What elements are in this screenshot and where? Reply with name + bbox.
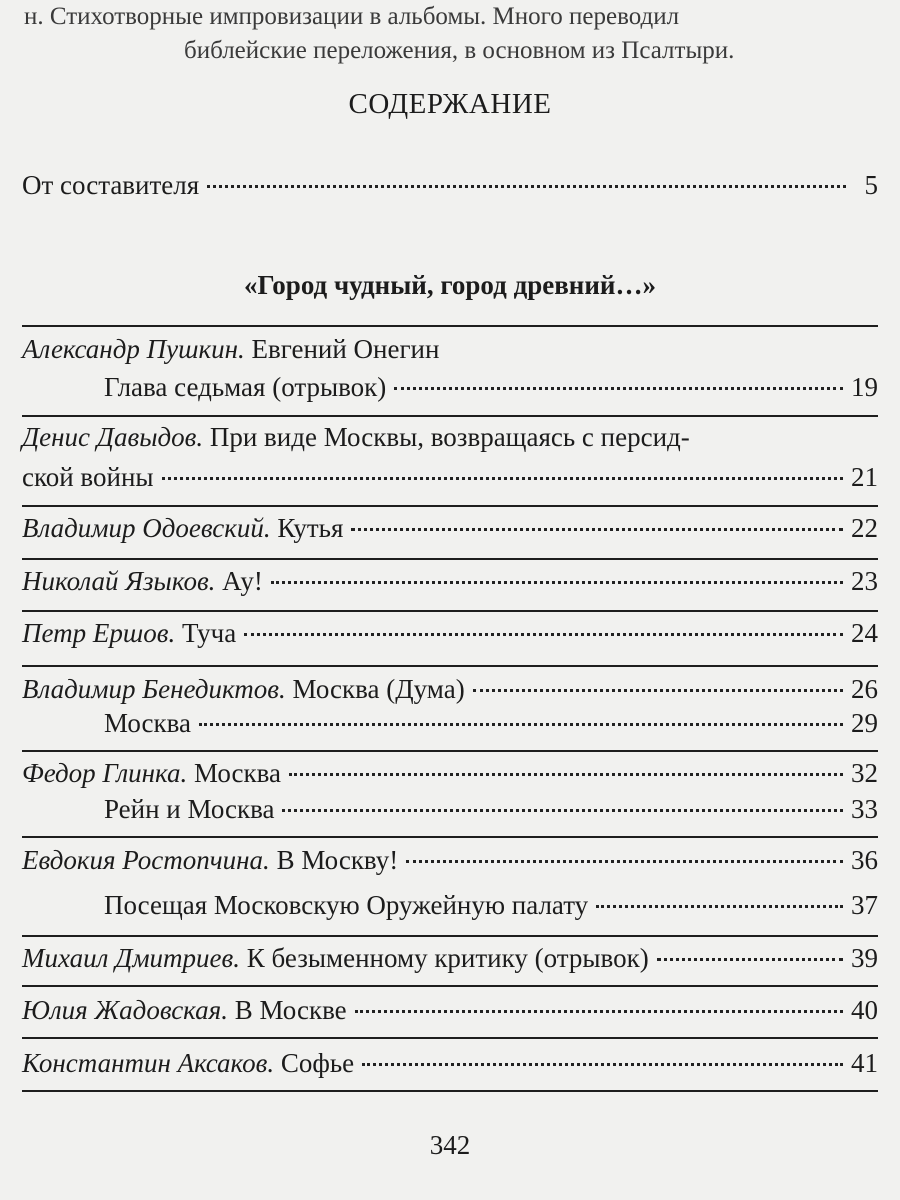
toc-entry[interactable] — [104, 708, 878, 746]
toc-page: 21 — [851, 462, 878, 492]
toc-author: Денис Давыдов. — [22, 422, 204, 452]
toc-work: Туча — [181, 618, 237, 648]
toc-work: Глава седьмая (отрывок) — [104, 372, 387, 402]
toc-page: 40 — [851, 995, 878, 1025]
toc-entry[interactable] — [22, 1048, 878, 1086]
toc-page: 19 — [851, 372, 878, 402]
toc-page: 24 — [851, 618, 878, 648]
toc-work: К безыменному критику (отрывок) — [246, 943, 649, 973]
toc-page: 23 — [851, 566, 878, 596]
leader-dots — [199, 723, 843, 726]
toc-work: В Москву! — [276, 845, 399, 875]
toc-entry[interactable] — [104, 890, 878, 928]
toc-entry[interactable] — [22, 170, 878, 208]
toc-work: Москва — [193, 758, 281, 788]
page-number: 342 — [429, 1130, 471, 1160]
leader-dots — [207, 185, 846, 188]
divider — [22, 750, 878, 752]
toc-entry[interactable] — [104, 372, 878, 410]
toc-work: Москва — [104, 708, 191, 738]
toc-author: Александр Пушкин. — [22, 334, 245, 364]
toc-entry[interactable] — [22, 462, 878, 500]
toc-page: 5 — [864, 170, 878, 200]
divider — [22, 610, 878, 612]
toc-work: Посещая Московскую Оружейную палату — [104, 890, 589, 920]
toc-entry[interactable] — [22, 758, 878, 796]
toc-page: 26 — [851, 674, 878, 704]
previous-text-line: н. Стихотворные импровизации в альбомы. Много переводил — [24, 3, 680, 30]
leader-dots — [657, 958, 843, 961]
toc-work: Кутья — [277, 513, 344, 543]
toc-entry[interactable] — [22, 566, 878, 604]
toc-work: Софье — [280, 1048, 355, 1078]
page-title: СОДЕРЖАНИЕ — [348, 88, 552, 120]
toc-author: Федор Глинка. — [22, 758, 188, 788]
leader-dots — [282, 809, 843, 812]
leader-dots — [473, 689, 843, 692]
leader-dots — [406, 860, 843, 863]
toc-entry[interactable] — [22, 674, 878, 712]
toc-entry[interactable] — [22, 513, 878, 551]
toc-work: Евгений Онегин — [251, 334, 440, 364]
leader-dots — [394, 387, 843, 390]
leader-dots — [355, 1010, 843, 1013]
divider — [22, 836, 878, 838]
toc-entry[interactable] — [104, 794, 878, 832]
section-title: «Город чудный, город древний…» — [244, 270, 656, 300]
toc-author: Евдокия Ростопчина. — [22, 845, 270, 875]
toc-entry[interactable] — [22, 943, 878, 981]
leader-dots — [596, 905, 843, 908]
toc-page: 33 — [851, 794, 878, 824]
toc-entry-head[interactable] — [22, 334, 439, 365]
divider — [22, 935, 878, 937]
toc-entry[interactable] — [22, 618, 878, 656]
leader-dots — [362, 1063, 843, 1066]
divider — [22, 1090, 878, 1092]
toc-work: В Москве — [234, 995, 347, 1025]
toc-entry-head[interactable] — [22, 422, 690, 453]
previous-text-line: библейские переложения, в основном из Псалтыри. — [184, 37, 735, 64]
divider — [22, 415, 878, 417]
leader-dots — [289, 773, 843, 776]
toc-page: 22 — [851, 513, 878, 543]
toc-work: От составителя — [22, 170, 200, 200]
toc-page: 36 — [851, 845, 878, 875]
toc-author: Юлия Жадовская. — [22, 995, 228, 1025]
leader-dots — [271, 581, 843, 584]
divider — [22, 325, 878, 327]
toc-author: Владимир Бенедиктов. — [22, 674, 286, 704]
toc-author: Владимир Одоевский. — [22, 513, 271, 543]
toc-page: 32 — [851, 758, 878, 788]
toc-page: 37 — [851, 890, 878, 920]
toc-entry[interactable] — [22, 845, 878, 883]
toc-author: Михаил Дмитриев. — [22, 943, 241, 973]
toc-work: Ау! — [222, 566, 263, 596]
leader-dots — [162, 477, 843, 480]
toc-author: Николай Языков. — [22, 566, 216, 596]
previous-text — [24, 0, 876, 68]
divider — [22, 985, 878, 987]
divider — [22, 505, 878, 507]
toc-work: При виде Москвы, возвращаясь с персид- — [209, 422, 690, 452]
toc-page: 39 — [851, 943, 878, 973]
leader-dots — [244, 633, 843, 636]
divider — [22, 558, 878, 560]
toc-page: 29 — [851, 708, 878, 738]
divider — [22, 1037, 878, 1039]
toc-work: ской войны — [22, 462, 154, 492]
toc-work: Рейн и Москва — [104, 794, 275, 824]
toc-page: 41 — [851, 1048, 878, 1078]
toc-entry[interactable] — [22, 995, 878, 1033]
divider — [22, 665, 878, 667]
leader-dots — [351, 528, 843, 531]
toc-author: Петр Ершов. — [22, 618, 176, 648]
toc-work: Москва (Дума) — [292, 674, 465, 704]
toc-author: Константин Аксаков. — [22, 1048, 275, 1078]
